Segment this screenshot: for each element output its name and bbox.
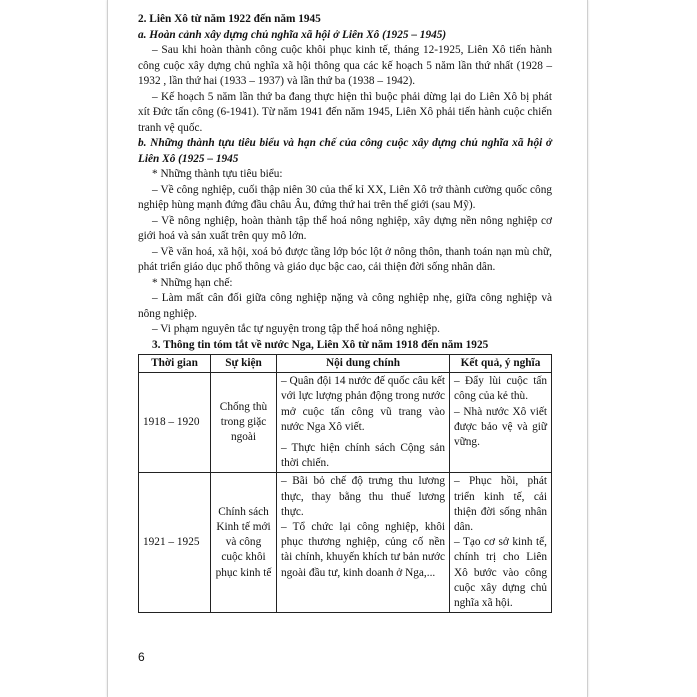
content-item: – Thực hiện chính sách Cộng sản thời chiến. (281, 442, 445, 470)
time-cell: 1921 – 1925 (139, 473, 211, 613)
column-header: Thời gian (139, 355, 211, 373)
event-cell: Chính sách Kinh tế mới và công cuộc khôi phục kinh tế (211, 473, 277, 613)
column-header: Nội dung chính (277, 355, 450, 373)
document-page (107, 0, 588, 697)
event-cell: Chống thù trong giặc ngoài (211, 373, 277, 473)
result-item: – Phục hồi, phát triển kinh tế, cải thiện đời sống nhân dân. (454, 475, 547, 534)
paragraph: – Về văn hoá, xã hội, xoá bỏ được tầng lớp bóc lột ở nông thôn, thanh toán nạn mù chữ, phát triển giáo dục phổ thông và giáo dục bậc cao, cải thiện đời sống nhân dân. (138, 245, 552, 273)
paragraph: – Sau khi hoàn thành công cuộc khôi phục kinh tế, tháng 12-1925, Liên Xô tiến hành công cuộc xây dựng chủ nghĩa xã hội thông qua các kế hoạch 5 năm lần thứ nhất (1928 – 1932 , lần thứ hai (1933 – 1937) và lần thứ ba (1938 – 1942). (138, 44, 552, 87)
paragraph: – Về nông nghiệp, hoàn thành tập thể hoá nông nghiệp, xây dựng nền nông nghiệp cơ giới hoá và sản xuất trên quy mô lớn. (138, 214, 552, 242)
limitations-label: * Những hạn chế: (152, 276, 233, 289)
content-cell (277, 473, 450, 613)
result-cell (450, 473, 552, 613)
result-cell (450, 373, 552, 473)
subsection-b-title: b. Những thành tựu tiêu biểu và hạn chế của công cuộc xây dựng chủ nghĩa xã hội ở Liên Xô (1925 – 1945 (138, 137, 552, 165)
page-number: 6 (138, 650, 145, 664)
summary-table (138, 354, 552, 613)
time-cell: 1918 – 1920 (139, 373, 211, 473)
page-content (138, 12, 552, 613)
column-header: Kết quả, ý nghĩa (450, 355, 552, 373)
content-item: – Bãi bỏ chế độ trưng thu lương thực, thay bằng thu thuế lương thực. (281, 475, 445, 518)
paragraph: – Làm mất cân đối giữa công nghiệp nặng và công nghiệp nhẹ, giữa công nghiệp và nông nghiệp. (138, 292, 552, 320)
column-header: Sự kiện (211, 355, 277, 373)
result-item: – Nhà nước Xô viết được bảo vệ và giữ vững. (454, 405, 547, 449)
section-3-heading: 3. Thông tin tóm tắt về nước Nga, Liên Xô từ năm 1918 đến năm 1925 (152, 338, 489, 351)
table-header-row (139, 355, 552, 373)
paragraph: – Về công nghiệp, cuối thập niên 30 của thế kỉ XX, Liên Xô trở thành cường quốc công nghiệp hùng mạnh đứng đầu châu Âu, đứng thứ hai trên thế giới (sau Mỹ). (138, 183, 552, 211)
result-item: – Đẩy lùi cuộc tấn công của kẻ thù. (454, 375, 547, 403)
section-2-heading: 2. Liên Xô từ năm 1922 đến năm 1945 (138, 13, 321, 25)
content-item: – Tổ chức lại công nghiệp, khôi phục thương nghiệp, củng cố nền tài chính, khuyến khích tư bản nước ngoài đầu tư, kinh doanh ở Nga,... (281, 521, 445, 579)
paragraph: – Vi phạm nguyên tắc tự nguyện trong tập thể hoá nông nghiệp. (152, 323, 440, 335)
content-cell (277, 373, 450, 473)
table-row (139, 373, 552, 473)
content-item: – Quân đội 14 nước đế quốc câu kết với lực lượng phản động trong nước mở cuộc tấn công vũ trang vào nước Nga Xô viết. (281, 375, 445, 433)
table-row (139, 473, 552, 613)
result-item: – Tạo cơ sở kinh tế, chính trị cho Liên Xô bước vào công cuộc xây dựng chủ nghĩa xã hội. (454, 536, 547, 610)
paragraph: – Kế hoạch 5 năm lần thứ ba đang thực hiện thì buộc phải dừng lại do Liên Xô bị phát xít Đức tấn công (6-1941). Từ năm 1941 đến năm 1945, Liên Xô phải tiến hành cuộc chiến tranh vệ quốc. (138, 90, 552, 134)
subsection-a-title: a. Hoàn cảnh xây dựng chủ nghĩa xã hội ở Liên Xô (1925 – 1945) (138, 28, 447, 41)
achievements-label: * Những thành tựu tiêu biểu: (152, 168, 283, 180)
